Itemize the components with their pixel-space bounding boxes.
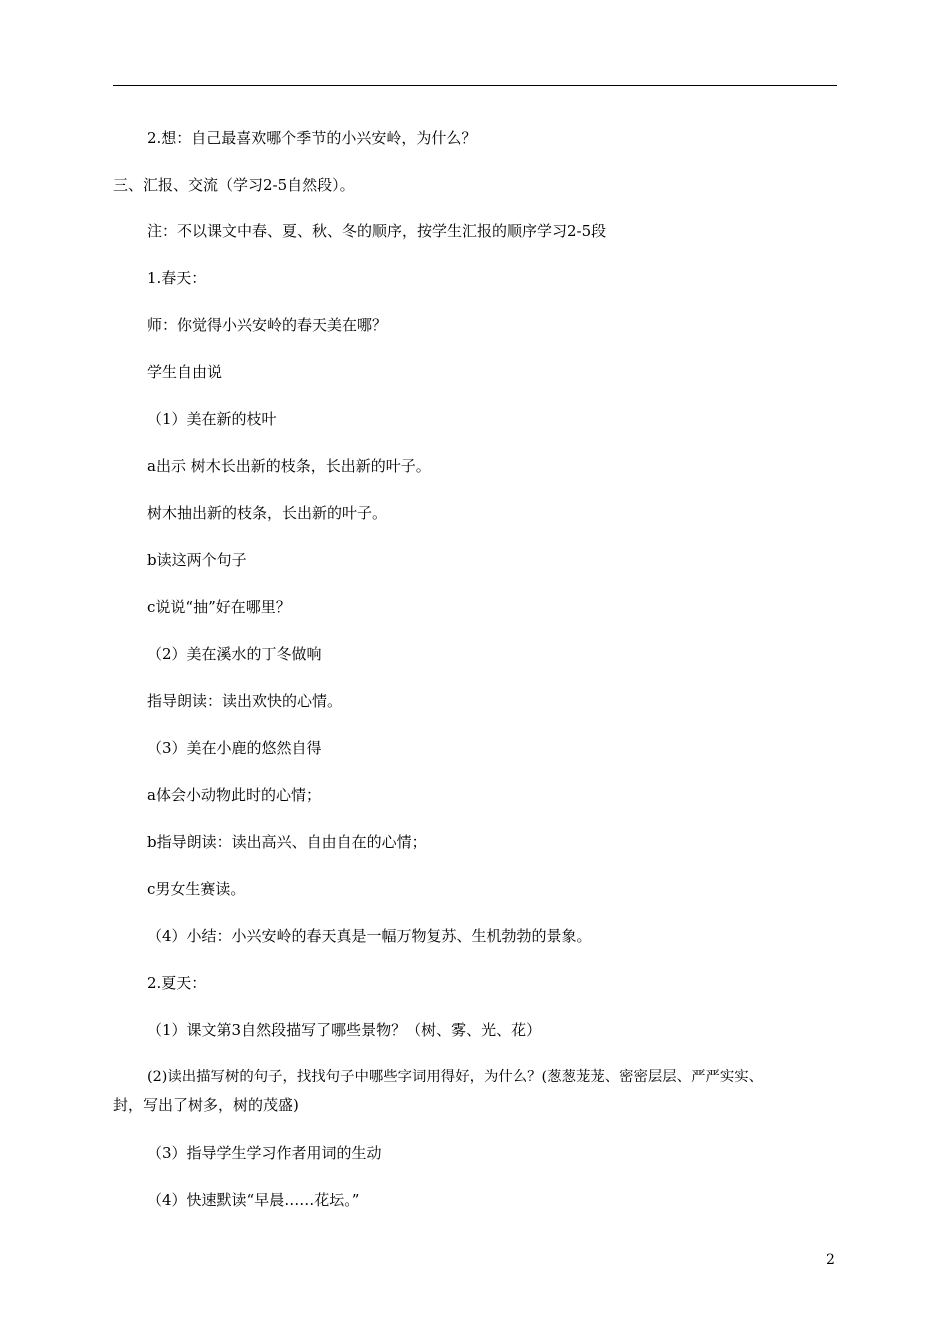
text-line: a体会小动物此时的心情； xyxy=(147,786,321,804)
text-line: c男女生赛读。 xyxy=(147,880,246,898)
page-number: 2 xyxy=(826,1252,835,1268)
section-heading: 三、汇报、交流（学习2-5自然段）。 xyxy=(113,176,355,194)
text-line: 指导朗读：读出欢快的心情。 xyxy=(147,692,343,710)
text-line: （3）美在小鹿的悠然自得 xyxy=(147,739,322,757)
text-line-continued: 封，写出了树多，树的茂盛) xyxy=(113,1096,299,1114)
text-line: （3）指导学生学习作者用词的生动 xyxy=(147,1144,382,1162)
text-line: (2)读出描写树的句子，找找句子中哪些字词用得好，为什么？(葱葱茏茏、密密层层、严严实实、 xyxy=(147,1069,764,1085)
text-line: b指导朗读：读出高兴、自由自在的心情； xyxy=(147,833,427,851)
header-rule xyxy=(113,85,837,86)
text-line: （4）小结：小兴安岭的春天真是一幅万物复苏、生机勃勃的景象。 xyxy=(147,927,592,945)
text-line: b读这两个句子 xyxy=(147,551,247,569)
text-line: 2.夏天： xyxy=(147,974,207,992)
text-line: 1.春天： xyxy=(147,269,207,287)
text-line: 师：你觉得小兴安岭的春天美在哪？ xyxy=(147,316,388,334)
text-line: a出示 树木长出新的枝条，长出新的叶子。 xyxy=(147,457,431,475)
text-line: c说说“抽”好在哪里？ xyxy=(147,598,291,616)
text-line: 注：不以课文中春、夏、秋、冬的顺序，按学生汇报的顺序学习2-5段 xyxy=(147,222,607,240)
text-line: （2）美在溪水的丁冬做响 xyxy=(147,645,322,663)
text-line: （1）课文第3自然段描写了哪些景物？（树、雾、光、花） xyxy=(147,1021,542,1039)
text-line: （1）美在新的枝叶 xyxy=(147,410,277,428)
text-line: 2.想：自己最喜欢哪个季节的小兴安岭，为什么？ xyxy=(147,129,477,147)
text-line: 树木抽出新的枝条，长出新的叶子。 xyxy=(147,504,388,522)
text-line: 学生自由说 xyxy=(147,363,223,381)
text-line: （4）快速默读“早晨……花坛。” xyxy=(147,1191,360,1209)
